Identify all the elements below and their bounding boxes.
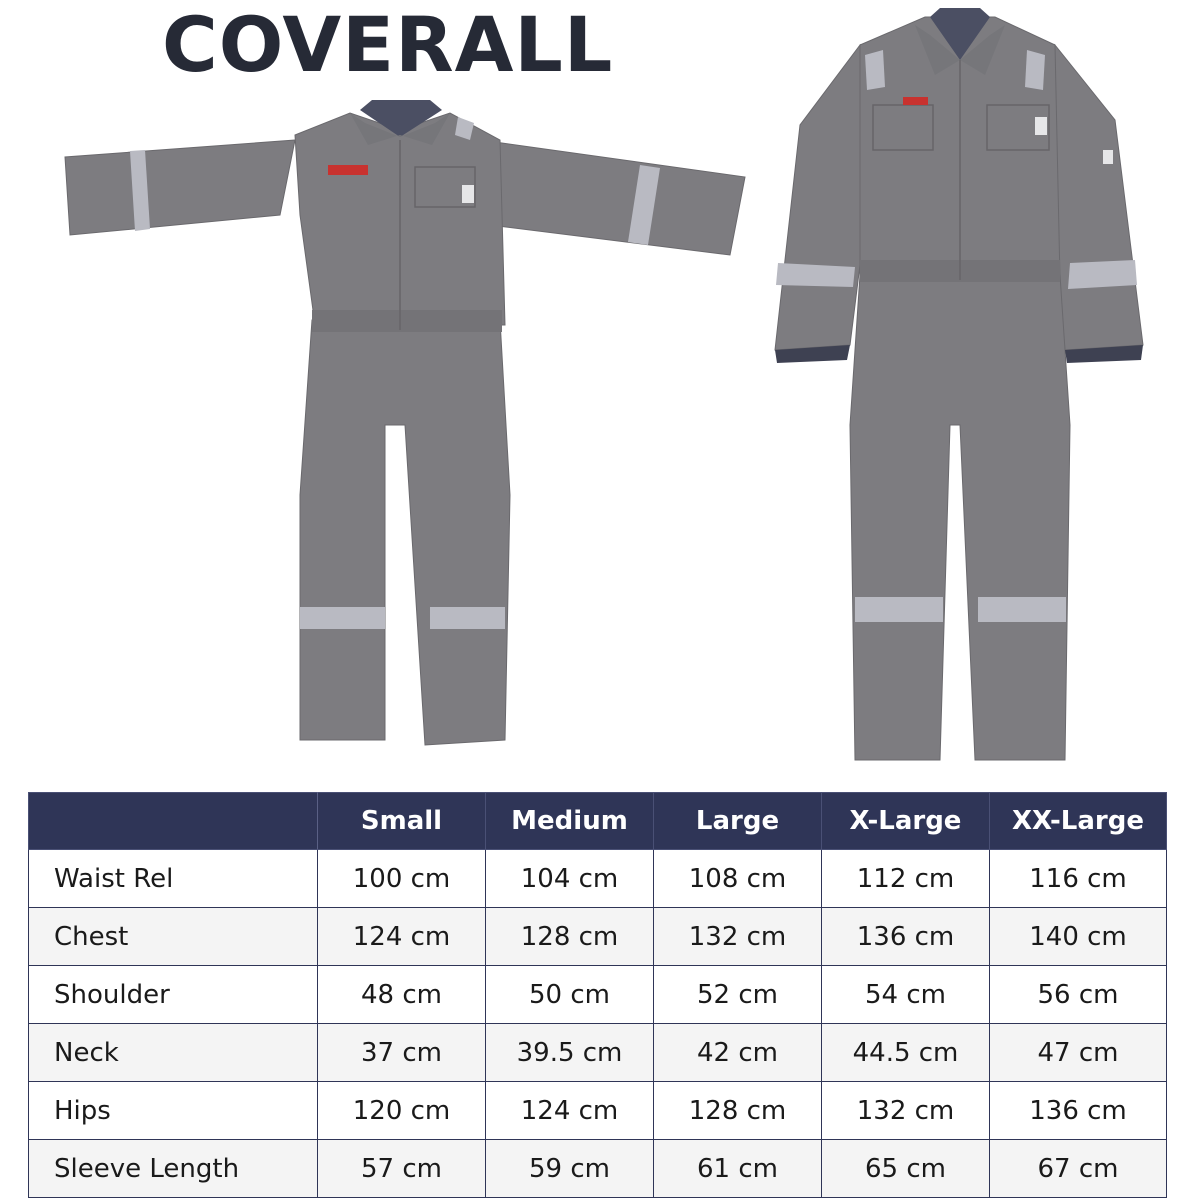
table-row — [29, 850, 1167, 908]
table-cell: 59 cm — [486, 1140, 654, 1198]
header-corner-cell — [29, 793, 318, 850]
row-label: Chest — [29, 908, 318, 966]
table-cell: 116 cm — [990, 850, 1167, 908]
table-cell: 61 cm — [654, 1140, 822, 1198]
page-title: COVERALL — [162, 0, 614, 89]
coverall-standing-image — [765, 5, 1155, 765]
coverall-arms-spread-image — [50, 95, 755, 750]
header-size-small: Small — [318, 793, 486, 850]
table-cell: 132 cm — [654, 908, 822, 966]
row-label: Waist Rel — [29, 850, 318, 908]
row-label: Hips — [29, 1082, 318, 1140]
table-cell: 44.5 cm — [822, 1024, 990, 1082]
size-chart-header-row — [29, 793, 1167, 850]
table-cell: 67 cm — [990, 1140, 1167, 1198]
table-row — [29, 1082, 1167, 1140]
table-cell: 140 cm — [990, 908, 1167, 966]
table-cell: 39.5 cm — [486, 1024, 654, 1082]
row-label: Shoulder — [29, 966, 318, 1024]
table-cell: 136 cm — [822, 908, 990, 966]
table-cell: 104 cm — [486, 850, 654, 908]
table-row — [29, 966, 1167, 1024]
table-cell: 42 cm — [654, 1024, 822, 1082]
header-size-xx-large: XX-Large — [990, 793, 1167, 850]
table-row — [29, 1024, 1167, 1082]
table-cell: 128 cm — [486, 908, 654, 966]
table-cell: 57 cm — [318, 1140, 486, 1198]
table-cell: 124 cm — [318, 908, 486, 966]
header-size-x-large: X-Large — [822, 793, 990, 850]
header-size-medium: Medium — [486, 793, 654, 850]
table-cell: 124 cm — [486, 1082, 654, 1140]
table-cell: 50 cm — [486, 966, 654, 1024]
table-row — [29, 1140, 1167, 1198]
table-cell: 47 cm — [990, 1024, 1167, 1082]
table-row — [29, 908, 1167, 966]
table-cell: 132 cm — [822, 1082, 990, 1140]
size-chart-table — [28, 792, 1167, 1198]
table-cell: 112 cm — [822, 850, 990, 908]
table-cell: 52 cm — [654, 966, 822, 1024]
row-label: Sleeve Length — [29, 1140, 318, 1198]
table-cell: 136 cm — [990, 1082, 1167, 1140]
table-cell: 37 cm — [318, 1024, 486, 1082]
header-size-large: Large — [654, 793, 822, 850]
table-cell: 100 cm — [318, 850, 486, 908]
table-cell: 56 cm — [990, 966, 1167, 1024]
table-cell: 48 cm — [318, 966, 486, 1024]
table-cell: 120 cm — [318, 1082, 486, 1140]
table-cell: 128 cm — [654, 1082, 822, 1140]
table-cell: 108 cm — [654, 850, 822, 908]
table-cell: 54 cm — [822, 966, 990, 1024]
table-cell: 65 cm — [822, 1140, 990, 1198]
row-label: Neck — [29, 1024, 318, 1082]
